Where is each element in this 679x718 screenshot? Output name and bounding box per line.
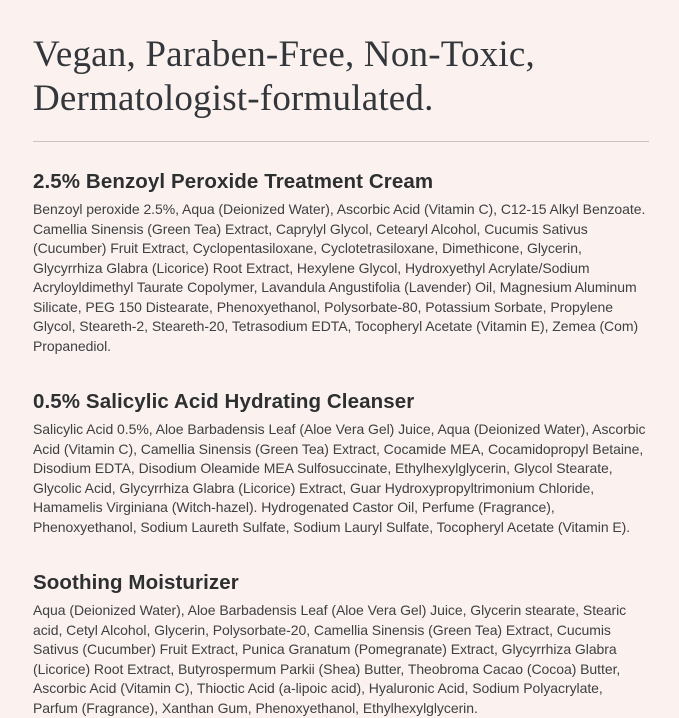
section-title: Soothing Moisturizer xyxy=(33,571,239,594)
ingredient-section-salicylic-acid-cleanser xyxy=(33,389,649,537)
ingredient-section-benzoyl-peroxide-cream xyxy=(33,169,649,356)
section-title: 2.5% Benzoyl Peroxide Treatment Cream xyxy=(33,170,434,193)
page-title: Vegan, Paraben-Free, Non-Toxic, Dermatologist-formulated. xyxy=(33,34,535,119)
ingredient-section-soothing-moisturizer xyxy=(33,570,649,718)
ingredients-list: Salicylic Acid 0.5%, Aloe Barbadensis Leaf (Aloe Vera Gel) Juice, Aqua (Deionized Water), Ascorbic Acid (Vitamin C), Camellia Sinensis (Green Tea) Extract, Cocamide MEA, Cocamidopropyl Betaine, Disodium EDTA, Disodium Oleamide MEA Sulfosuccinate, Ethylhexylglycerin, Glycol Stearate, Glycolic Acid, Glycyrrhiza Glabra (Licorice) Extract, Guar Hydroxypropyltrimonium Chloride, Hamamelis Virginiana (Witch-hazel). Hydrogenated Castor Oil, Perfume (Fragrance), Phenoxyethanol, Sodium Laureth Sulfate, Sodium Lauryl Sulfate, Tocopheryl Acetate (Vitamin E). xyxy=(33,421,646,535)
section-divider xyxy=(33,141,649,142)
ingredients-list: Aqua (Deionized Water), Aloe Barbadensis Leaf (Aloe Vera Gel) Juice, Glycerin stearate, Stearic acid, Cetyl Alcohol, Glycerin, Polysorbate-20, Camellia Sinensis (Green Tea) Extract, Cucumis Sativus (Cucumber) Fruit Extract, Punica Granatum (Pomegranate) Extract, Glycyrrhiza Glabra (Licorice) Root Extract, Butyrospermum Parkii (Shea) Butter, Theobroma Cacao (Cocoa) Butter, Ascorbic Acid (Vitamin C), Thioctic Acid (a-lipoic acid), Hyaluronic Acid, Sodium Polyacrylate, Parfum (Fragrance), Xanthan Gum, Phenoxyethanol, Ethylhexylglycerin. xyxy=(33,602,627,716)
ingredients-list: Benzoyl peroxide 2.5%, Aqua (Deionized Water), Ascorbic Acid (Vitamin C), C12-15 Alkyl Benzoate. Camellia Sinensis (Green Tea) Extract, Caprylyl Glycol, Cetearyl Alcohol, Cucumis Sativus (Cucumber) Fruit Extract, Cyclopentasiloxane, Cyclotetrasiloxane, Dimethicone, Glycerin, Glycyrrhiza Glabra (Licorice) Root Extract, Hexylene Glycol, Hydroxyethyl Acrylate/Sodium Acryloyldimethyl Taurate Copolymer, Lavandula Angustifolia (Lavender) Oil, Magnesium Aluminum Silicate, PEG 150 Distearate, Phenoxyethanol, Polysorbate-80, Potassium Sorbate, Propylene Glycol, Steareth-2, Steareth-20, Tetrasodium EDTA, Tocopheryl Acetate (Vitamin E), Zemea (Com) Propanediol. xyxy=(33,201,646,354)
section-title: 0.5% Salicylic Acid Hydrating Cleanser xyxy=(33,390,415,413)
